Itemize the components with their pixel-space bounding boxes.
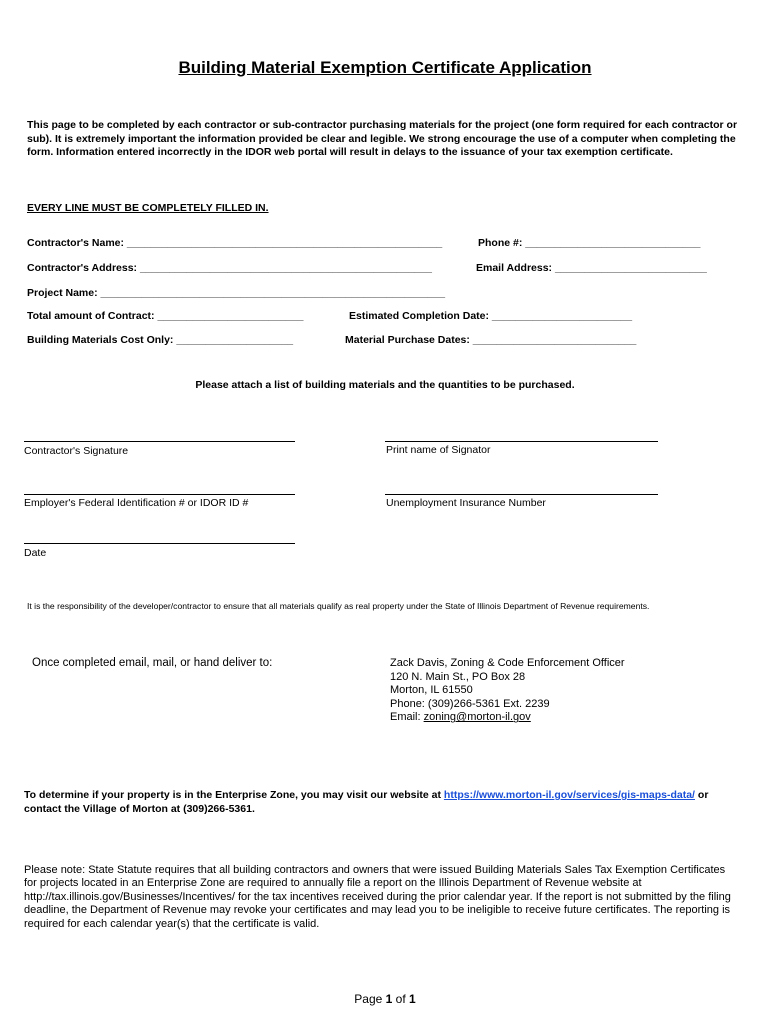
federal-id-label: Employer's Federal Identification # or IDOR ID # [24,497,249,509]
contact-phone: Phone: (309)266-5361 Ext. 2239 [390,697,550,710]
contractor-signature-label: Contractor's Signature [24,445,129,457]
intro-paragraph: This page to be completed by each contractor or sub-contractor purchasing materials for the project (one form required for each contractor or sub). It is extremely important the information provided be clear and legible. We strong encourage the use of a computer when completing the form. Information entered incorrectly in the IDOR web portal will result in delays to the issuance of your tax exemption certificate. [27,119,738,158]
every-line-notice: EVERY LINE MUST BE COMPLETELY FILLED IN. [27,202,269,214]
date-label: Date [24,547,47,559]
page-number [0,992,770,1006]
page-of: of [392,992,410,1006]
phone-field[interactable]: Phone #: ______________________________ [478,237,701,249]
enterprise-zone-paragraph [24,788,714,816]
date-line[interactable] [24,543,295,544]
page-total: 1 [409,992,416,1006]
contact-name: Zack Davis, Zoning & Code Enforcement Officer [390,657,625,669]
total-contract-field[interactable]: Total amount of Contract: _________________________ [27,310,304,322]
enterprise-zone-text-before: To determine if your property is in the Enterprise Zone, you may visit our website at [24,789,444,801]
page-prefix: Page [354,992,386,1006]
materials-cost-field[interactable]: Building Materials Cost Only: ____________________ [27,334,294,346]
contact-email-row [390,711,625,725]
contact-block [390,657,625,725]
purchase-dates-field[interactable]: Material Purchase Dates: ____________________________ [345,334,637,346]
responsibility-note: It is the responsibility of the developer/contractor to ensure that all materials qualify as real property under the State of Illinois Department of Revenue requirements. [27,601,650,611]
contact-address-line2: Morton, IL 61550 [390,684,473,697]
contractor-address-field[interactable]: Contractor's Address: __________________________________________________ [27,262,432,274]
email-address-field[interactable]: Email Address: __________________________ [476,262,707,274]
print-name-line[interactable] [385,441,658,442]
deliver-label: Once completed email, mail, or hand deliver to: [32,657,273,669]
please-note-paragraph: Please note: State Statute requires that all building contractors and owners that were issued Building Materials Sales Tax Exemption Certificates for projects located in an Enterprise Zone are required to annually file a report on the Illinois Department of Revenue website at http://tax.illinois.gov/Businesses/Incentives/ for the tax incentives received during the prior calendar year. If the report is not submitted by the filing deadline, the Department of Revenue may revoke your certificates and may lead you to be ineligible to receive future certificates. The reporting is required for each calendar year(s) that the certificate is valid. [24,864,731,930]
federal-id-line[interactable] [24,494,295,495]
contact-address-line1: 120 N. Main St., PO Box 28 [390,670,526,683]
page-title: Building Material Exemption Certificate Application [178,58,592,77]
contractor-name-field[interactable]: Contractor's Name: ______________________________________________________ [27,237,443,249]
unemployment-line[interactable] [385,494,658,495]
completion-date-field[interactable]: Estimated Completion Date: ________________________ [349,310,633,322]
attach-materials-note: Please attach a list of building materials and the quantities to be purchased. [195,379,575,391]
enterprise-zone-text-after: or contact the Village of Morton at (309)266-5361. [24,789,709,815]
project-name-field[interactable]: Project Name: ___________________________________________________________ [27,287,446,299]
contact-email-label: Email: [390,711,424,724]
contractor-signature-line[interactable] [24,441,295,442]
page-current: 1 [385,992,393,1006]
print-name-label: Print name of Signator [386,444,491,456]
contact-email-link[interactable]: zoning@morton-il.gov [423,711,531,724]
unemployment-label: Unemployment Insurance Number [386,497,546,509]
gis-maps-link[interactable]: https://www.morton-il.gov/services/gis-maps-data/ [443,789,695,801]
